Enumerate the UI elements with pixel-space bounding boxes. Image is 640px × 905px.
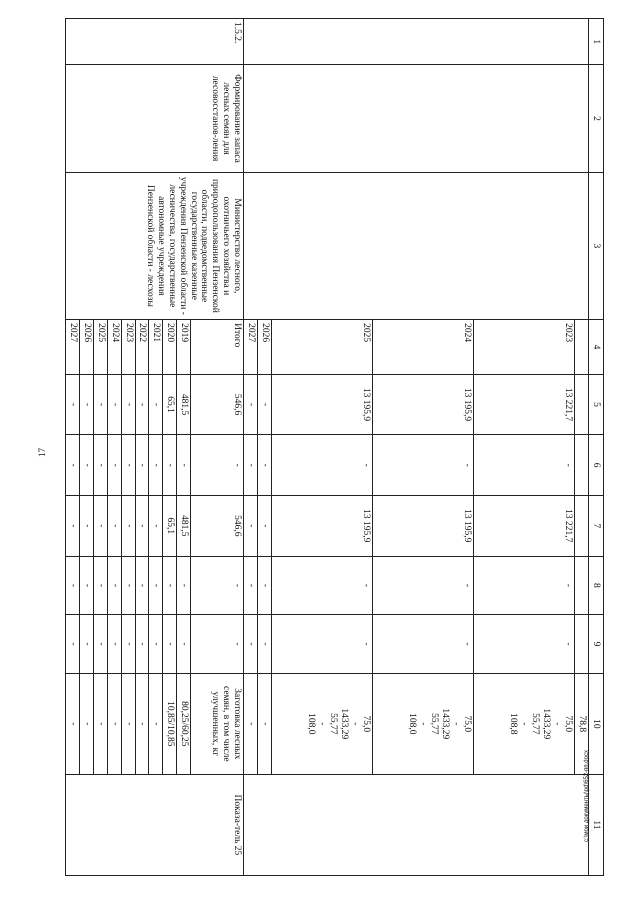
value-cell: - [191, 435, 244, 496]
indicator-values-2024 [373, 673, 474, 774]
value-cell: - [121, 556, 135, 615]
value-cell: - [79, 556, 93, 615]
value-line: - [451, 722, 462, 726]
value-cell: 13 195,9 [272, 374, 373, 435]
year-cell: 2025 [93, 320, 107, 375]
value-cell: 481,5 [177, 374, 191, 435]
year-cell: 2019 [177, 320, 191, 375]
value-cell: 10,85/10,85 [163, 673, 177, 774]
value-cell: - [244, 673, 258, 774]
value-cell: - [258, 495, 272, 556]
value-cell: - [107, 374, 121, 435]
cell-empty [575, 320, 589, 375]
year-cell: 2022 [135, 320, 149, 375]
value-cell: - [65, 495, 79, 556]
value-line: 75,0 [462, 715, 473, 733]
year-cell: 2024 [107, 320, 121, 375]
year-cell: 2026 [79, 320, 93, 375]
indicator-name: Заготовка лесных семян, в том числе улучшенных, кг [191, 673, 244, 774]
value-cell: - [65, 556, 79, 615]
header-col-7: 7 [589, 495, 604, 556]
value-line: 75,0 [361, 715, 372, 733]
header-col-6: 6 [589, 435, 604, 496]
section-executor: Министерство лесного, охотничьего хозяйства и природопользования Пензенской области, подведомственные государственные казенные учреждения Пензенской области - лесничества, государственные автономные учреждения Пензенской области - лесхозы [65, 172, 243, 320]
value-cell: - [373, 435, 474, 496]
value-cell: - [93, 556, 107, 615]
header-col-10: 10 [589, 673, 604, 774]
value-cell: - [373, 615, 474, 674]
value-cell: - [107, 556, 121, 615]
value-cell: - [272, 556, 373, 615]
value-cell: - [474, 435, 575, 496]
cell-empty [244, 19, 589, 65]
header-col-4: 4 [589, 320, 604, 375]
value-line: 1433,29 [339, 708, 350, 740]
value-cell: - [149, 556, 163, 615]
value-cell: - [149, 615, 163, 674]
value-cell: - [121, 374, 135, 435]
value-cell: - [65, 615, 79, 674]
section-name: Формирование запаса лесных семян для лесовосстанов-ления [65, 65, 243, 172]
value-cell: - [177, 615, 191, 674]
table-row [575, 19, 589, 876]
header-col-5: 5 [589, 374, 604, 435]
value-cell: - [474, 556, 575, 615]
value-cell: - [93, 495, 107, 556]
value-cell: - [107, 435, 121, 496]
value-cell: - [107, 673, 121, 774]
value-line: - [418, 722, 429, 726]
value-cell: - [373, 556, 474, 615]
value-cell: 13 195,9 [272, 495, 373, 556]
value-cell: - [244, 615, 258, 674]
year-cell: 2021 [149, 320, 163, 375]
value-line: 1433,29 [541, 708, 552, 740]
cell-empty [575, 615, 589, 674]
rotated-table-frame [67, 18, 604, 876]
value-line: 108,0 [407, 713, 418, 735]
cell-empty [244, 65, 589, 172]
value-cell: 13 221,7 [474, 495, 575, 556]
value-line: 55,77 [530, 713, 541, 735]
year-cell: 2025 [272, 320, 373, 375]
value-cell: - [149, 374, 163, 435]
indicator-values-2023 [474, 673, 575, 774]
value-line: - [350, 722, 361, 726]
value-cell: 65,1 [163, 495, 177, 556]
value-cell: - [258, 673, 272, 774]
value-cell: - [79, 435, 93, 496]
value-cell: 65,1 [163, 374, 177, 435]
value-cell: - [135, 435, 149, 496]
top-col10-value: 78,8 [575, 673, 589, 774]
value-cell: 13 221,7 [474, 374, 575, 435]
value-cell: - [244, 374, 258, 435]
value-line: - [552, 722, 563, 726]
value-cell: - [65, 673, 79, 774]
value-line: 75,0 [563, 715, 574, 733]
cell-empty [575, 495, 589, 556]
year-cell: 2027 [65, 320, 79, 375]
value-line: 108,8 [508, 713, 519, 735]
file-path-footer: с:\мои документы\pd\652-пп.docx [584, 750, 590, 842]
header-col-3: 3 [589, 172, 604, 320]
value-cell: 546,6 [191, 374, 244, 435]
value-cell: - [258, 374, 272, 435]
value-cell: - [65, 374, 79, 435]
year-cell: 2023 [474, 320, 575, 375]
value-line: 1433,29 [440, 708, 451, 740]
value-cell: - [149, 673, 163, 774]
value-line: 55,77 [328, 713, 339, 735]
value-cell: - [258, 615, 272, 674]
value-cell: - [149, 495, 163, 556]
value-cell: - [65, 435, 79, 496]
value-cell: - [79, 615, 93, 674]
value-cell: - [191, 615, 244, 674]
value-line: 108,0 [306, 713, 317, 735]
indicator-ref: Показа-тель 25 [65, 774, 243, 875]
year-cell: 2023 [121, 320, 135, 375]
value-cell: - [135, 495, 149, 556]
value-cell: - [121, 673, 135, 774]
header-col-11: 11 [589, 774, 604, 875]
value-cell: - [177, 556, 191, 615]
value-cell: - [135, 673, 149, 774]
indicator-values-2025 [272, 673, 373, 774]
value-cell: - [93, 374, 107, 435]
value-line: - [317, 722, 328, 726]
page-number: 17 [37, 448, 47, 457]
value-cell: - [244, 495, 258, 556]
year-cell: Итого [191, 320, 244, 375]
value-cell: - [177, 435, 191, 496]
value-cell: - [121, 615, 135, 674]
value-cell: - [244, 435, 258, 496]
cell-empty [244, 172, 589, 320]
value-cell: 13 195,9 [373, 495, 474, 556]
year-cell: 2024 [373, 320, 474, 375]
value-cell: - [135, 374, 149, 435]
value-line: 55,77 [429, 713, 440, 735]
value-cell: - [107, 615, 121, 674]
program-table [65, 18, 604, 876]
value-cell: - [79, 374, 93, 435]
year-cell: 2026 [258, 320, 272, 375]
value-cell: - [93, 615, 107, 674]
value-cell: - [272, 435, 373, 496]
value-cell: - [244, 556, 258, 615]
cell-empty [575, 374, 589, 435]
value-cell: - [163, 615, 177, 674]
cell-empty [575, 435, 589, 496]
value-cell: - [474, 615, 575, 674]
value-cell: - [135, 615, 149, 674]
year-cell: 2027 [244, 320, 258, 375]
value-cell: - [135, 556, 149, 615]
value-cell: - [79, 495, 93, 556]
value-cell: - [272, 615, 373, 674]
value-cell: - [191, 556, 244, 615]
value-cell: - [163, 556, 177, 615]
value-cell: - [121, 435, 135, 496]
value-line: - [519, 722, 530, 726]
header-col-9: 9 [589, 615, 604, 674]
header-col-1: 1 [589, 19, 604, 65]
value-cell: - [258, 556, 272, 615]
value-cell: - [107, 495, 121, 556]
section-number: 1.5.2. [65, 19, 243, 65]
value-cell: - [93, 435, 107, 496]
table-row-section-total [191, 19, 244, 876]
value-cell: 13 195,9 [373, 374, 474, 435]
value-cell: 80,25/60,25 [177, 673, 191, 774]
cell-empty [244, 774, 589, 875]
value-cell: - [258, 435, 272, 496]
header-col-2: 2 [589, 65, 604, 172]
header-col-8: 8 [589, 556, 604, 615]
header-row [589, 19, 604, 876]
value-cell: 481,5 [177, 495, 191, 556]
value-cell: - [163, 435, 177, 496]
value-cell: - [121, 495, 135, 556]
year-cell: 2020 [163, 320, 177, 375]
value-cell: 546,6 [191, 495, 244, 556]
cell-empty [575, 556, 589, 615]
value-cell: - [149, 435, 163, 496]
value-cell: - [79, 673, 93, 774]
value-cell: - [93, 673, 107, 774]
